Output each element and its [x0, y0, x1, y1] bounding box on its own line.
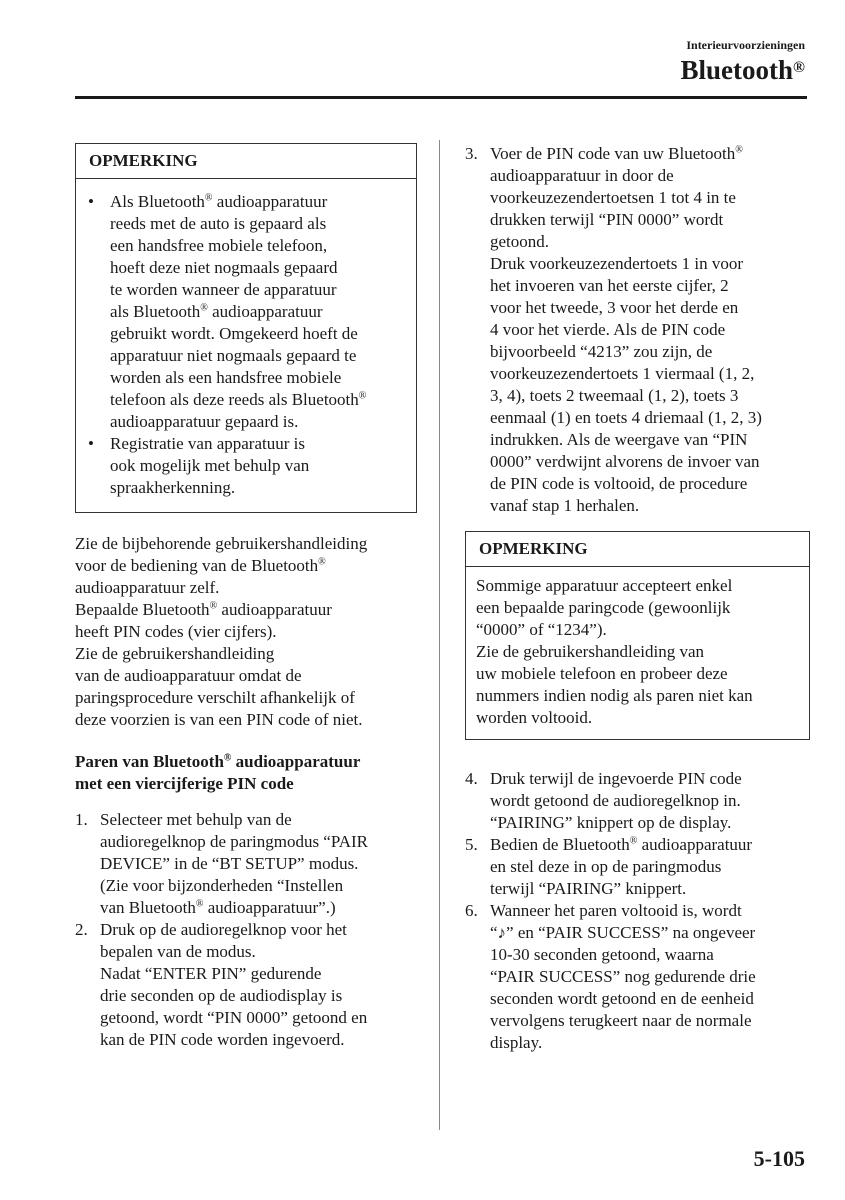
step-number: 2. [75, 920, 88, 939]
registered-mark: ® [629, 835, 638, 847]
right-column [465, 143, 810, 1054]
text-line: hoeft deze niet nogmaals gepaard [110, 258, 338, 277]
text-line: voorkeuzezendertoetsen 1 tot 4 in te [490, 188, 736, 207]
note-heading: OPMERKING [76, 144, 416, 179]
text-line: bepalen van de modus. [100, 942, 256, 961]
section-heading [75, 751, 417, 795]
text-line: drie seconden op de audiodisplay is [100, 986, 343, 1005]
text-line: gebruikt wordt. Omgekeerd hoeft de [110, 324, 358, 343]
section-label: Interieurvoorzieningen [686, 38, 805, 52]
text-line: Druk op de audioregelknop voor het [100, 920, 347, 939]
step-number: 6. [465, 901, 478, 920]
step-text [100, 919, 417, 1051]
text-line: “♪” en “PAIR SUCCESS” na ongeveer [490, 923, 756, 942]
text-line: als Bluetooth® audioapparatuur [110, 302, 323, 321]
text-line: Zie de gebruikershandleiding [75, 644, 275, 663]
step-4 [465, 768, 810, 834]
text-line: een handsfree mobiele telefoon, [110, 236, 328, 255]
text-line: audioregelknop de paringmodus “PAIR [100, 832, 369, 851]
text-line: Sommige apparatuur accepteert enkel [476, 576, 733, 595]
registered-mark: ® [735, 144, 743, 156]
registered-mark: ® [793, 59, 805, 76]
text-line: Wanneer het paren voltooid is, wordt [490, 901, 742, 920]
text-line: van Bluetooth® audioapparatuur”.) [100, 898, 336, 917]
note-bullet-text [110, 191, 406, 433]
text-line: getoond, wordt “PIN 0000” getoond en [100, 1008, 368, 1027]
page-title [681, 54, 805, 86]
step-text [490, 143, 810, 517]
text-line: Bepaalde Bluetooth® audioapparatuur [75, 600, 332, 619]
text-line: Als Bluetooth® audioapparatuur [110, 192, 328, 211]
text-line: Voer de PIN code van uw Bluetooth® [490, 144, 743, 163]
text-line: van de audioapparatuur omdat de [75, 666, 302, 685]
text-line: de PIN code is voltooid, de procedure [490, 474, 748, 493]
registered-mark: ® [318, 556, 326, 568]
text-line: spraakherkenning. [110, 478, 236, 497]
text-line: Nadat “ENTER PIN” gedurende [100, 964, 322, 983]
step-number: 4. [465, 769, 478, 788]
text-line: voor het tweede, 3 voor het derde en [490, 298, 739, 317]
registered-mark: ® [209, 600, 218, 612]
text-line: Zie de bijbehorende gebruikershandleiding [75, 534, 368, 553]
text-line: voorkeuzezendertoets 1 viermaal (1, 2, [490, 364, 755, 383]
text-line: eenmaal (1) en toets 4 driemaal (1, 2, 3) [490, 408, 762, 427]
text-line: het invoeren van het eerste cijfer, 2 [490, 276, 729, 295]
text-line: deze voorzien is van een PIN code of niet. [75, 710, 363, 729]
text-line: apparatuur niet nogmaals gepaard te [110, 346, 357, 365]
text-line: ook mogelijk met behulp van [110, 456, 310, 475]
text-line: (Zie voor bijzonderheden “Instellen [100, 876, 344, 895]
text-line: Paren van Bluetooth® audioapparatuur [75, 752, 361, 771]
step-number: 5. [465, 835, 478, 854]
text-line: drukken terwijl “PIN 0000” wordt [490, 210, 724, 229]
text-line: display. [490, 1033, 543, 1052]
text-line: Zie de gebruikershandleiding van [476, 642, 705, 661]
text-line: nummers indien nodig als paren niet kan [476, 686, 753, 705]
bullet-mark: • [88, 192, 94, 211]
note-body [466, 567, 809, 739]
step-text [490, 834, 810, 900]
step-number: 3. [465, 144, 478, 163]
text-line: 10-30 seconden getoond, waarna [490, 945, 714, 964]
text-line: telefoon als deze reeds als Bluetooth® [110, 390, 367, 409]
text-line: DEVICE” in de “BT SETUP” modus. [100, 854, 359, 873]
text-line: worden voltooid. [476, 708, 593, 727]
step-5 [465, 834, 810, 900]
note-box [75, 143, 417, 513]
step-2 [75, 919, 417, 1051]
text-line: Selecteer met behulp van de [100, 810, 292, 829]
page-number: 5-105 [753, 1146, 805, 1171]
registered-mark: ® [223, 752, 232, 764]
registered-mark: ® [200, 302, 208, 314]
left-column [75, 143, 417, 1051]
registered-mark: ® [358, 390, 367, 402]
steps-list [75, 809, 417, 1051]
text-line: reeds met de auto is gepaard als [110, 214, 327, 233]
text-line: vervolgens terugkeert naar de normale [490, 1011, 752, 1030]
text-line: bijvoorbeeld “4213” zou zijn, de [490, 342, 713, 361]
text-line: Druk voorkeuzezendertoets 1 in voor [490, 254, 744, 273]
text-line: voor de bediening van de Bluetooth® [75, 556, 326, 575]
text-line: “PAIR SUCCESS” nog gedurende drie [490, 967, 756, 986]
text-line: “PAIRING” knippert op de display. [490, 813, 732, 832]
text-line: terwijl “PAIRING” knippert. [490, 879, 687, 898]
intro-paragraph [75, 533, 417, 731]
text-line: paringsprocedure verschilt afhankelijk of [75, 688, 355, 707]
column-divider [439, 140, 440, 1130]
text-line: vanaf stap 1 herhalen. [490, 496, 640, 515]
text-line: uw mobiele telefoon en probeer deze [476, 664, 728, 683]
header-rule [75, 96, 807, 99]
text-line: Bedien de Bluetooth® audioapparatuur [490, 835, 753, 854]
text-line: kan de PIN code worden ingevoerd. [100, 1030, 345, 1049]
note-bullet [88, 191, 406, 433]
text-line: getoond. [490, 232, 550, 251]
text-line: 4 voor het vierde. Als de PIN code [490, 320, 726, 339]
text-line: indrukken. Als de weergave van “PIN [490, 430, 748, 449]
page-title-text: Bluetooth [680, 55, 794, 85]
registered-mark: ® [204, 192, 213, 204]
text-line: een bepaalde paringcode (gewoonlijk [476, 598, 731, 617]
note-body [76, 179, 416, 509]
text-line: te worden wanneer de apparatuur [110, 280, 337, 299]
note-heading: OPMERKING [466, 532, 809, 567]
text-line: 3, 4), toets 2 tweemaal (1, 2), toets 3 [490, 386, 739, 405]
registered-mark: ® [195, 898, 204, 910]
text-line: audioapparatuur in door de [490, 166, 674, 185]
note-bullet-text [110, 433, 406, 499]
step-text [490, 768, 810, 834]
text-line: heeft PIN codes (vier cijfers). [75, 622, 277, 641]
text-line: seconden wordt getoond en de eenheid [490, 989, 754, 1008]
text-line: wordt getoond de audioregelknop in. [490, 791, 741, 810]
text-line: Registratie van apparatuur is [110, 434, 305, 453]
text-line: “0000” of “1234”). [476, 620, 607, 639]
step-text [490, 900, 810, 1054]
text-line: audioapparatuur gepaard is. [110, 412, 299, 431]
text-line: worden als een handsfree mobiele [110, 368, 342, 387]
step-6 [465, 900, 810, 1054]
text-line: en stel deze in op de paringmodus [490, 857, 722, 876]
step-1 [75, 809, 417, 919]
text-line: audioapparatuur zelf. [75, 578, 220, 597]
text-line: 0000” verdwijnt alvorens de invoer van [490, 452, 760, 471]
note-box [465, 531, 810, 740]
text-line: met een viercijferige PIN code [75, 774, 294, 793]
text-line: Druk terwijl de ingevoerde PIN code [490, 769, 742, 788]
step-3 [465, 143, 810, 517]
bullet-mark: • [88, 434, 94, 453]
steps-list [465, 768, 810, 1054]
step-text [100, 809, 417, 919]
note-bullet [88, 433, 406, 499]
step-number: 1. [75, 810, 88, 829]
